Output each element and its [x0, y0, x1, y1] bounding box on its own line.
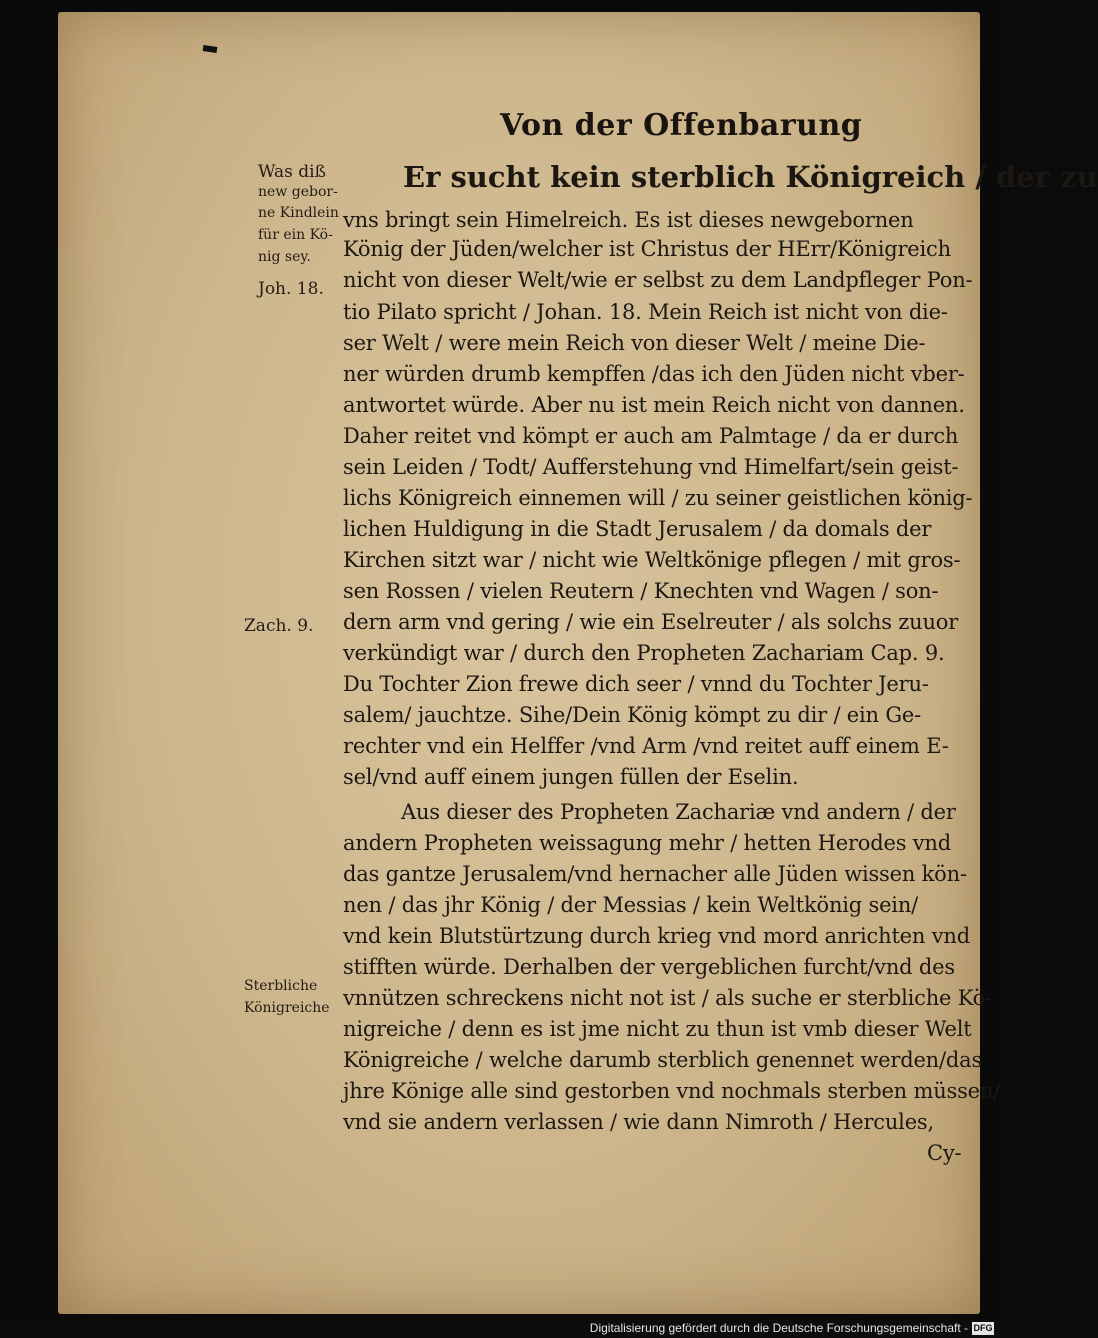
footer-credit: Digitalisierung gefördert durch die Deutsche Forschungsgemeinschaft - [589, 1321, 968, 1335]
dfg-logo: DFG [973, 1323, 993, 1333]
catchword: Cy- [927, 1141, 962, 1165]
text-line: Kirchen sitzt war / nicht wie Weltkönige pflegen / mit gros- [343, 548, 961, 572]
text-line: das gantze Jerusalem/vnd hernacher alle Jüden wissen kön- [343, 862, 967, 886]
margin-note-line: Königreiche [244, 1000, 330, 1016]
text-line: rechter vnd ein Helffer /vnd Arm /vnd reitet auff einem E- [343, 734, 949, 758]
text-line: lichs Königreich einnemen will / zu seiner geistlichen könig- [343, 486, 973, 510]
text-line: Aus dieser des Propheten Zachariæ vnd andern / der [401, 800, 956, 824]
text-line: Daher reitet vnd kömpt er auch am Palmtage / da er durch [343, 424, 959, 448]
margin-note-line: Joh. 18. [258, 279, 324, 299]
text-line: verkündigt war / durch den Propheten Zachariam Cap. 9. [343, 641, 945, 665]
text-line: nigreiche / denn es ist jme nicht zu thun ist vmb dieser Welt [343, 1017, 972, 1041]
text-line: nicht von dieser Welt/wie er selbst zu dem Landpfleger Pon- [343, 268, 973, 292]
text-line: stifften würde. Derhalben der vergeblichen furcht/vnd des [343, 955, 955, 979]
text-line: ner würden drumb kempffen /das ich den Jüden nicht vber- [343, 362, 965, 386]
text-line: andern Propheten weissagung mehr / hetten Herodes vnd [343, 831, 951, 855]
margin-note-line: Was diß [258, 162, 326, 182]
text-line: tio Pilato spricht / Johan. 18. Mein Reich ist nicht von die- [343, 300, 948, 324]
text-line: Du Tochter Zion frewe dich seer / vnnd du Tochter Jeru- [343, 672, 929, 696]
text-line: salem/ jauchtze. Sihe/Dein König kömpt zu dir / ein Ge- [343, 703, 922, 727]
text-line: antwortet würde. Aber nu ist mein Reich nicht von dannen. [343, 393, 965, 417]
text-line: König der Jüden/welcher ist Christus der HErr/Königreich [343, 237, 951, 261]
margin-note-line: new gebor- [258, 184, 338, 200]
text-line: sein Leiden / Todt/ Aufferstehung vnd Himelfart/sein geist- [343, 455, 959, 479]
margin-note-line: für ein Kö- [258, 227, 333, 243]
text-line: vnd sie andern verlassen / wie dann Nimroth / Hercules, [343, 1110, 934, 1134]
footer-bar [0, 1320, 1000, 1338]
text-line: vns bringt sein Himelreich. Es ist dieses newgebornen [343, 208, 914, 232]
text-line: dern arm vnd gering / wie ein Eselreuter / als solchs zuuor [343, 610, 959, 634]
text-line: lichen Huldigung in die Stadt Jerusalem / da domals der [343, 517, 932, 541]
margin-note-line: Zach. 9. [244, 616, 314, 636]
text-line: Königreiche / welche darumb sterblich genennet werden/das [343, 1048, 983, 1072]
running-header: Von der Offenbarung [500, 108, 863, 143]
text-line: jhre Könige alle sind gestorben vnd nochmals sterben müssen/ [343, 1079, 1001, 1103]
text-line: sen Rossen / vielen Reutern / Knechten vnd Wagen / son- [343, 579, 939, 603]
text-line: ser Welt / were mein Reich von dieser Welt / meine Die- [343, 331, 926, 355]
text-line: vnd kein Blutstürtzung durch krieg vnd mord anrichten vnd [343, 924, 970, 948]
margin-note-line: nig sey. [258, 249, 311, 265]
text-line: nen / das jhr König / der Messias / kein Weltkönig sein/ [343, 893, 919, 917]
text-line: vnnützen schreckens nicht not ist / als suche er sterbliche Kö- [343, 986, 993, 1010]
text-line: Er sucht kein sterblich Königreich / der zu [403, 160, 1098, 194]
margin-note-line: ne Kindlein [258, 205, 339, 221]
margin-note-line: Sterbliche [244, 978, 318, 994]
text-line: sel/vnd auff einem jungen füllen der Eselin. [343, 765, 799, 789]
